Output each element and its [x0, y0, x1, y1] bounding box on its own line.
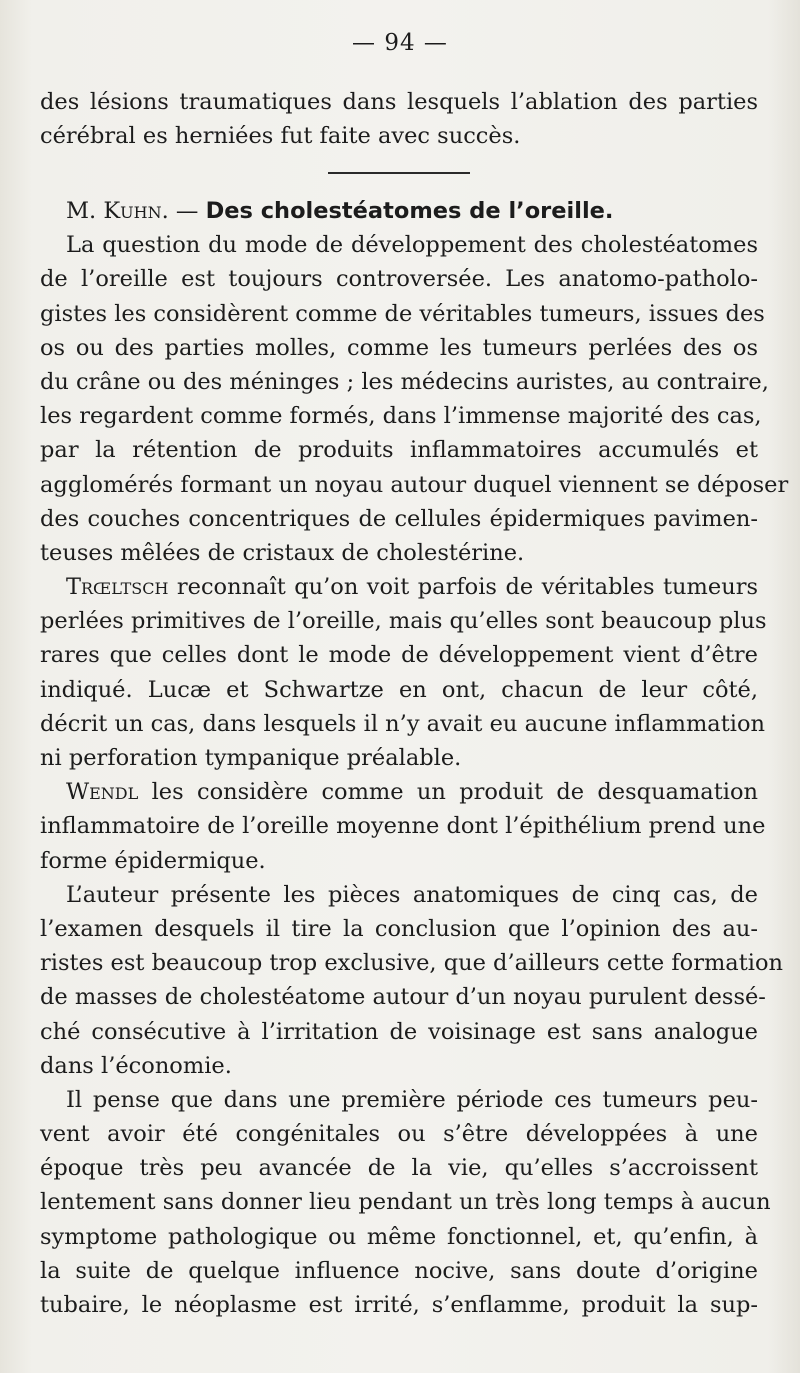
text-line: les regardent comme formés, dans l’immense majorité des cas, — [40, 403, 762, 430]
text-line: des lésions traumatiques dans lesquels l’ablation des parties — [40, 89, 758, 115]
text-line: La question du mode de développement des cholestéatomes — [66, 232, 758, 259]
text-line: dans l’économie. — [40, 1052, 232, 1079]
text-line: des couches concentriques de cellules épidermiques pavimen- — [40, 505, 758, 532]
text-line: L’auteur présente les pièces anatomiques de cinq cas, de — [66, 881, 758, 908]
text-line: Wendl les considère comme un produit de desquamation — [66, 779, 758, 806]
text-line: gistes les considèrent comme de véritables tumeurs, issues des — [40, 300, 765, 327]
text-line: forme épidermique. — [40, 847, 266, 874]
text-line: décrit un cas, dans lesquels il n’y avait eu aucune inflammation — [40, 710, 765, 737]
author-name: Wendl — [66, 779, 139, 806]
text-line: de masses de cholestéatome autour d’un noyau purulent dessé- — [40, 984, 766, 1011]
text-line: ni perforation tympanique préalable. — [40, 745, 462, 771]
text-line: du crâne ou des méninges ; les médecins auristes, au contraire, — [40, 368, 769, 395]
text-line: vent avoir été congénitales ou s’être développées à une — [40, 1121, 758, 1148]
text-line: tubaire, le néoplasme est irrité, s’enflamme, produit la sup- — [40, 1292, 758, 1318]
article-body — [40, 194, 789, 1322]
text-line: l’examen desquels il tire la conclusion que l’opinion des au- — [40, 915, 758, 942]
text-line: Il pense que dans une première période ces tumeurs peu- — [66, 1086, 758, 1113]
text-line: la suite de quelque influence nocive, sans doute d’origine — [40, 1257, 758, 1284]
text-line: rares que celles dont le mode de développement vient d’être — [40, 642, 758, 669]
page-number: — 94 — — [352, 30, 448, 56]
article-author: M. Kuhn. — [66, 198, 169, 224]
text-line: indiqué. Lucæ et Schwartze en ont, chacun de leur côté, — [40, 676, 758, 703]
text-line: teuses mêlées de cristaux de cholestérine. — [40, 539, 525, 566]
section-divider — [328, 172, 470, 174]
text-line: cérébral es herniées fut faite avec succès. — [40, 123, 521, 150]
text-line: agglomérés formant un noyau autour duquel viennent se déposer — [40, 471, 789, 498]
previous-section-ending — [40, 85, 758, 153]
article-title: Des cholestéatomes de l’oreille. — [205, 198, 614, 224]
text-line: os ou des parties molles, comme les tumeurs perlées des os — [40, 334, 758, 361]
text-line: inflammatoire de l’oreille moyenne dont l’épithélium prend une — [40, 813, 766, 840]
text-line: par la rétention de produits inflammatoires accumulés et — [40, 437, 758, 464]
heading-dash: — — [168, 198, 206, 224]
text-line: Trœltsch reconnaît qu’on voit parfois de véritables tumeurs — [66, 574, 758, 601]
text-line: perlées primitives de l’oreille, mais qu’elles sont beaucoup plus — [40, 608, 767, 635]
text-line: lentement sans donner lieu pendant un très long temps à aucun — [40, 1189, 771, 1216]
author-name: Trœltsch — [66, 574, 169, 601]
article-heading — [40, 194, 758, 228]
text-line: époque très peu avancée de la vie, qu’elles s’accroissent — [40, 1155, 758, 1182]
text-line: de l’oreille est toujours controversée. Les anatomo-patholo- — [40, 266, 758, 293]
text-line: ché consécutive à l’irritation de voisinage est sans analogue — [40, 1018, 758, 1045]
text-line: symptome pathologique ou même fonctionnel, et, qu’enfin, à — [40, 1223, 758, 1250]
text-line: ristes est beaucoup trop exclusive, que d’ailleurs cette formation — [40, 950, 783, 977]
